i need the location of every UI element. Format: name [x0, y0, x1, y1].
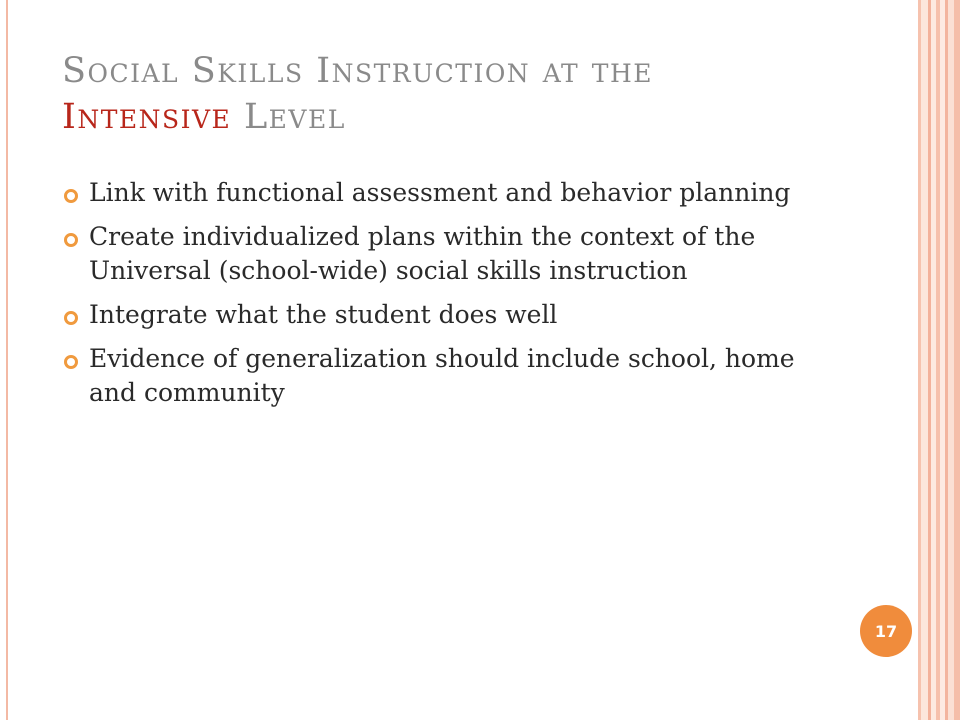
bullet-circle-icon: [64, 189, 78, 203]
page-number-badge: [860, 605, 912, 657]
bullet-item: [62, 220, 832, 288]
left-border-line: [6, 0, 8, 720]
bullet-item: [62, 342, 832, 410]
title-line-1: Social Skills Instruction at the: [62, 51, 654, 91]
bullet-list: [62, 176, 832, 420]
bullet-text: Create individualized plans within the context of the Universal (school-wide) social skills instruction: [89, 222, 756, 285]
bullet-circle-icon: [64, 355, 78, 369]
title-line-2-rest: Level: [231, 97, 346, 137]
bullet-text: Integrate what the student does well: [89, 300, 558, 329]
bullet-circle-icon: [64, 233, 78, 247]
bullet-circle-icon: [64, 311, 78, 325]
bullet-item: [62, 298, 832, 332]
bullet-text: Link with functional assessment and behavior planning: [89, 178, 791, 207]
bullet-item: [62, 176, 832, 210]
stripe: [921, 0, 928, 720]
slide-title: [62, 48, 882, 140]
title-highlight: Intensive: [62, 97, 232, 137]
bullet-text: Evidence of generalization should include school, home and community: [89, 344, 795, 407]
page-number: 17: [874, 621, 898, 641]
stripe: [954, 0, 960, 720]
